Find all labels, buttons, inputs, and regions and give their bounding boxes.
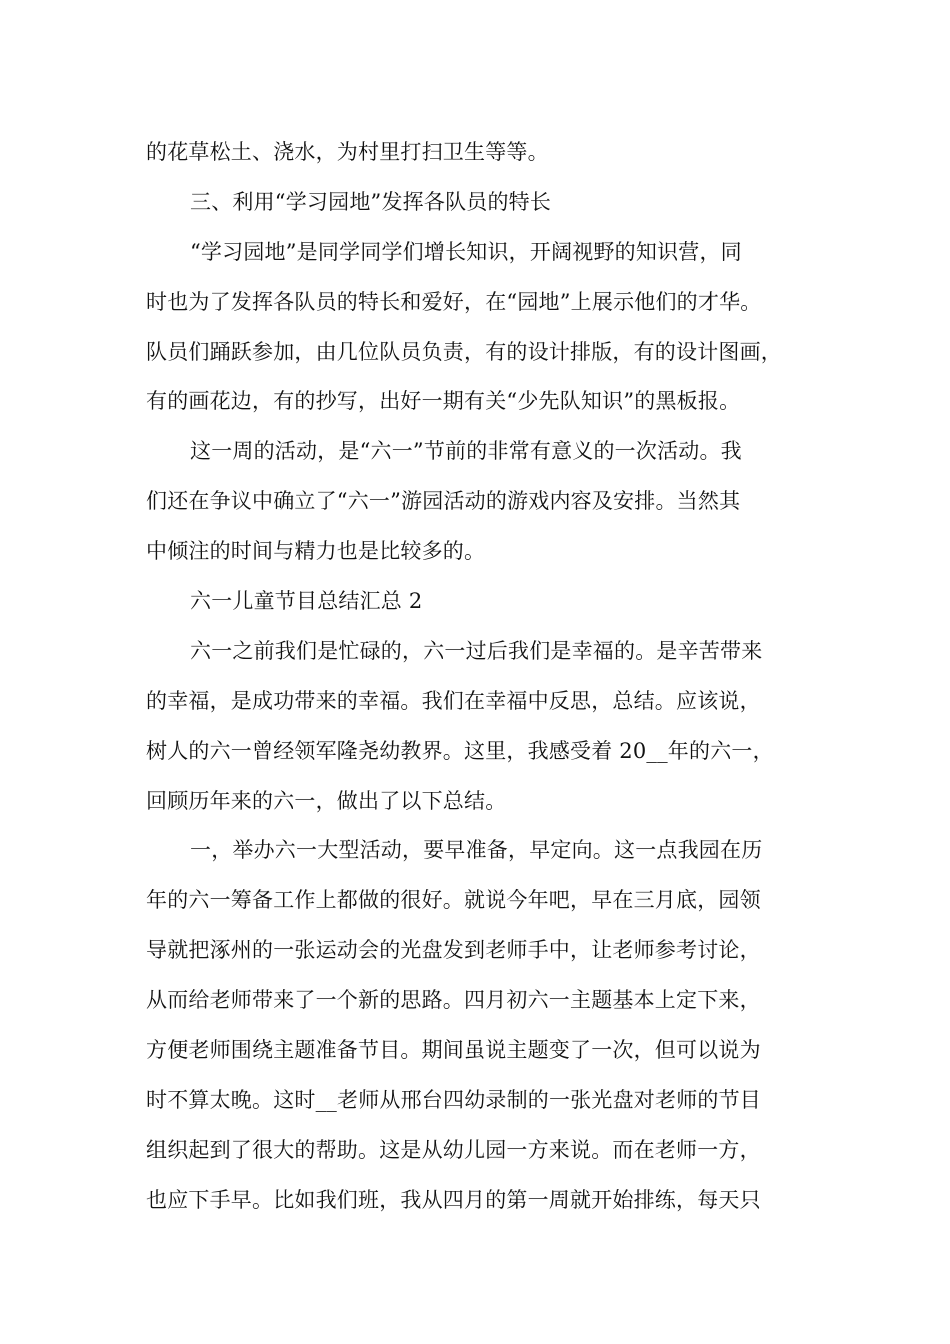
text-line: 三、利用“学习园地”发挥各队员的特长 bbox=[190, 189, 552, 214]
text-line: 的花草松土、浇水，为村里打扫卫生等等。 bbox=[146, 140, 549, 164]
text-line: 时也为了发挥各队员的特长和爱好，在“园地”上展示他们的才华。 bbox=[146, 289, 762, 314]
document-body bbox=[146, 128, 811, 1226]
text-line: “学习园地”是同学同学们增长知识，开阔视野的知识营，同 bbox=[190, 239, 742, 264]
text-line: 一，举办六一大型活动，要早准备，早定向。这一点我园在历 bbox=[190, 838, 763, 863]
text-line: 树人的六一曾经领军隆尧幼教界。这里，我感受着 20__年的六一， bbox=[146, 738, 774, 763]
text-line: 们还在争议中确立了“六一”游园活动的游戏内容及安排。当然其 bbox=[146, 489, 741, 514]
text-line: 六一之前我们是忙碌的，六一过后我们是幸福的。是辛苦带来 bbox=[190, 638, 763, 663]
text-line: 组织起到了很大的帮助。这是从幼儿园一方来说。而在老师一方， bbox=[146, 1137, 761, 1162]
text-line: 从而给老师带来了一个新的思路。四月初六一主题基本上定下来， bbox=[146, 988, 761, 1013]
text-line: 导就把涿州的一张运动会的光盘发到老师手中，让老师参考讨论， bbox=[146, 938, 761, 963]
text-line: 年的六一筹备工作上都做的很好。就说今年吧，早在三月底，园领 bbox=[146, 888, 761, 913]
text-line: 中倾注的时间与精力也是比较多的。 bbox=[146, 539, 486, 564]
text-line: 有的画花边，有的抄写，出好一期有关“少先队知识”的黑板报。 bbox=[146, 389, 741, 414]
text-line: 的幸福，是成功带来的幸福。我们在幸福中反思，总结。应该说， bbox=[146, 688, 761, 713]
text-line: 这一周的活动，是“六一”节前的非常有意义的一次活动。我 bbox=[190, 439, 742, 464]
text-line: 时不算太晚。这时__老师从邢台四幼录制的一张光盘对老师的节目 bbox=[146, 1087, 761, 1112]
text-line: 回顾历年来的六一，做出了以下总结。 bbox=[146, 788, 507, 813]
text-line: 队员们踊跃参加，由几位队员负责，有的设计排版，有的设计图画， bbox=[146, 339, 782, 364]
text-line: 六一儿童节目总结汇总 2 bbox=[190, 589, 423, 614]
text-line: 也应下手早。比如我们班，我从四月的第一周就开始排练，每天只 bbox=[146, 1187, 761, 1212]
text-line: 方便老师围绕主题准备节目。期间虽说主题变了一次，但可以说为 bbox=[146, 1038, 761, 1063]
